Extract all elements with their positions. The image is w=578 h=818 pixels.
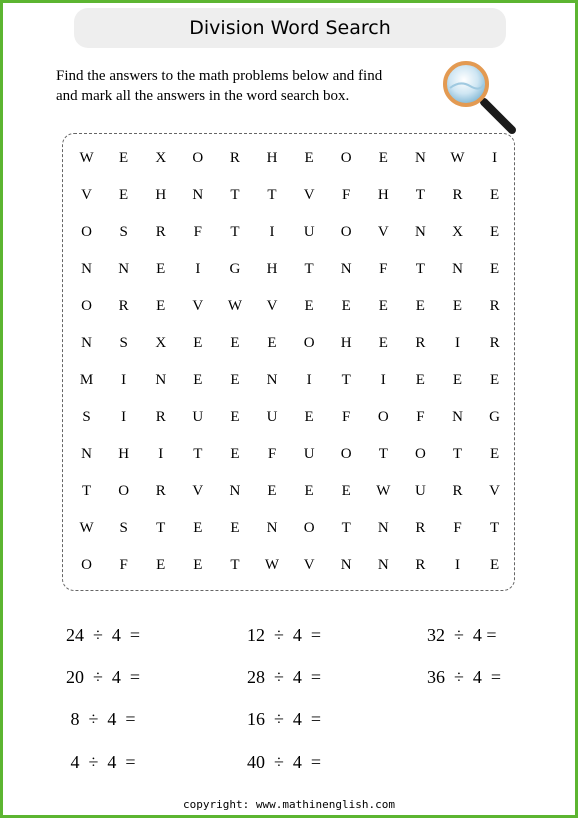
grid-cell[interactable]: U	[303, 446, 315, 462]
grid-cell[interactable]: N	[266, 372, 278, 388]
grid-cell[interactable]: O	[303, 520, 315, 536]
grid-cell[interactable]: E	[304, 150, 314, 166]
grid-cell[interactable]: E	[378, 335, 388, 351]
grid-cell[interactable]: E	[267, 335, 277, 351]
grid-cell[interactable]: W	[79, 150, 94, 166]
grid-cell[interactable]: O	[303, 335, 315, 351]
grid-cell[interactable]: E	[230, 446, 240, 462]
grid-cell[interactable]: W	[376, 483, 391, 499]
grid-cell[interactable]: F	[119, 557, 128, 573]
grid-cell[interactable]: R	[415, 557, 426, 573]
grid-cell[interactable]: N	[452, 409, 463, 425]
grid-cell[interactable]: N	[118, 261, 130, 277]
grid-cell[interactable]: V	[489, 483, 500, 499]
grid-cell[interactable]: H	[155, 187, 167, 203]
grid-cell[interactable]: F	[379, 261, 388, 277]
grid-cell[interactable]: T	[230, 187, 240, 203]
grid-cell[interactable]: R	[155, 409, 166, 425]
problem-7: 8 ÷ 4 =	[66, 709, 136, 729]
problem-1: 24 ÷ 4 =	[66, 625, 141, 645]
problem-10: 40 ÷ 4 =	[247, 752, 322, 772]
grid-cell[interactable]: T	[304, 261, 314, 277]
grid-cell[interactable]: M	[79, 372, 94, 388]
grid-cell[interactable]: T	[415, 261, 425, 277]
grid-cell[interactable]: F	[453, 520, 462, 536]
grid-cell[interactable]: U	[192, 409, 204, 425]
grid-cell[interactable]: E	[230, 520, 240, 536]
grid-cell[interactable]: F	[193, 224, 202, 240]
grid-cell[interactable]: U	[414, 483, 426, 499]
problem-3: 32 ÷ 4 =	[427, 625, 497, 645]
grid-cell[interactable]: N	[340, 557, 352, 573]
grid-cell[interactable]: H	[266, 261, 278, 277]
problem-4: 20 ÷ 4 =	[66, 667, 141, 687]
grid-cell[interactable]: V	[303, 557, 315, 573]
grid-cell[interactable]: E	[489, 261, 500, 277]
page-title-text: Division Word Search	[189, 17, 391, 39]
grid-cell[interactable]: E	[304, 483, 314, 499]
grid-cell[interactable]: T	[230, 557, 240, 573]
grid-cell[interactable]: W	[79, 520, 94, 536]
grid-cell[interactable]: S	[119, 224, 128, 240]
grid-cell[interactable]: U	[303, 224, 315, 240]
grid-cell[interactable]: R	[155, 224, 166, 240]
grid-cell[interactable]: E	[489, 557, 500, 573]
grid-cell[interactable]: E	[415, 298, 425, 314]
grid-cell[interactable]: T	[452, 446, 463, 462]
grid-cell[interactable]: W	[227, 298, 242, 314]
magnifying-glass-icon	[440, 60, 520, 136]
grid-cell[interactable]: I	[121, 372, 127, 388]
grid-cell[interactable]: R	[415, 335, 426, 351]
grid-cell[interactable]: N	[192, 187, 204, 203]
grid-cell[interactable]: V	[377, 224, 389, 240]
grid-cell[interactable]: O	[414, 446, 426, 462]
grid-cell[interactable]: E	[193, 520, 203, 536]
grid-cell[interactable]: N	[377, 520, 389, 536]
instructions	[56, 66, 436, 106]
grid-cell[interactable]: E	[193, 372, 203, 388]
grid-cell[interactable]: T	[156, 520, 166, 536]
grid-cell[interactable]: T	[341, 372, 351, 388]
grid-cell[interactable]: N	[81, 261, 92, 277]
grid-cell[interactable]: N	[81, 335, 92, 351]
grid-cell[interactable]: O	[118, 483, 130, 499]
grid-cell[interactable]: W	[264, 557, 280, 573]
grid-cell[interactable]: H	[266, 150, 278, 166]
grid-cell[interactable]: I	[158, 446, 164, 462]
grid-cell[interactable]: E	[452, 298, 463, 314]
grid-cell[interactable]: N	[414, 224, 426, 240]
grid-cell[interactable]: V	[192, 483, 204, 499]
grid-cell[interactable]: E	[156, 261, 166, 277]
grid-cell[interactable]: T	[489, 520, 500, 536]
problem-6: 36 ÷ 4 =	[427, 667, 502, 687]
grid-cell[interactable]: T	[341, 520, 351, 536]
grid-cell[interactable]: E	[119, 187, 129, 203]
grid-cell[interactable]: O	[192, 150, 204, 166]
grid-cell[interactable]: E	[415, 372, 425, 388]
grid-cell[interactable]: E	[193, 557, 203, 573]
grid-cell[interactable]: O	[81, 224, 92, 240]
grid-cell[interactable]: E	[489, 446, 500, 462]
grid-cell[interactable]: T	[230, 224, 240, 240]
grid-cell[interactable]: O	[340, 446, 352, 462]
grid-cell[interactable]: O	[81, 298, 92, 314]
instructions-line-1: Find the answers to the math problems below and find	[56, 68, 383, 84]
grid-cell[interactable]: E	[230, 335, 240, 351]
grid-cell[interactable]: R	[489, 298, 500, 314]
grid-cell[interactable]: R	[155, 483, 166, 499]
grid-cell[interactable]: F	[342, 409, 351, 425]
grid-cell[interactable]: R	[118, 298, 129, 314]
grid-cell[interactable]: O	[340, 224, 352, 240]
grid-cell[interactable]: E	[452, 372, 463, 388]
grid-cell[interactable]: H	[377, 187, 389, 203]
grid-cell[interactable]: X	[452, 224, 463, 240]
grid-cell[interactable]: W	[450, 150, 465, 166]
grid-cell[interactable]: I	[269, 224, 275, 240]
grid-cell[interactable]: E	[341, 483, 351, 499]
grid-cell[interactable]: S	[119, 335, 128, 351]
word-search-grid	[68, 140, 513, 584]
grid-cell[interactable]: N	[377, 557, 389, 573]
grid-cell[interactable]: V	[81, 187, 92, 203]
grid-cell[interactable]: E	[489, 372, 500, 388]
grid-cell[interactable]: O	[377, 409, 389, 425]
grid-cell[interactable]: E	[230, 409, 240, 425]
grid-cell[interactable]: E	[304, 409, 314, 425]
grid-cell[interactable]: T	[81, 483, 92, 499]
grid-cell[interactable]: X	[155, 335, 167, 351]
grid-cell[interactable]: T	[415, 187, 425, 203]
grid-cell[interactable]: N	[229, 483, 241, 499]
grid-cell[interactable]: N	[266, 520, 278, 536]
grid-cell[interactable]: I	[492, 150, 498, 166]
grid-cell[interactable]: I	[454, 557, 460, 573]
grid-cell[interactable]: H	[340, 335, 352, 351]
grid-cell[interactable]: I	[121, 409, 127, 425]
problem-9: 4 ÷ 4 =	[66, 752, 136, 772]
grid-cell[interactable]: E	[378, 298, 388, 314]
grid-cell[interactable]: T	[267, 187, 277, 203]
grid-cell[interactable]: R	[415, 520, 426, 536]
grid-cell[interactable]: T	[193, 446, 203, 462]
grid-cell[interactable]: R	[452, 187, 463, 203]
grid-cell[interactable]: E	[489, 224, 500, 240]
grid-cell[interactable]: I	[380, 372, 386, 388]
grid-cell[interactable]: R	[489, 335, 500, 351]
grid-cell[interactable]: I	[306, 372, 312, 388]
grid-cell[interactable]: E	[378, 150, 388, 166]
grid-cell[interactable]: R	[452, 483, 463, 499]
page-title	[74, 8, 506, 48]
grid-cell[interactable]: X	[155, 150, 167, 166]
grid-cell[interactable]: V	[266, 298, 278, 314]
footer-copyright: copyright: www.mathinenglish.com	[183, 798, 395, 811]
grid-cell[interactable]: I	[454, 335, 460, 351]
grid-cell[interactable]: E	[119, 150, 129, 166]
grid-cell[interactable]: E	[267, 483, 277, 499]
grid-cell[interactable]: O	[81, 557, 92, 573]
problem-5: 28 ÷ 4 =	[247, 667, 322, 687]
grid-cell[interactable]: E	[156, 298, 166, 314]
grid-cell[interactable]: H	[118, 446, 130, 462]
grid-cell[interactable]: F	[416, 409, 425, 425]
grid-cell[interactable]: N	[340, 261, 352, 277]
grid-cell[interactable]: S	[119, 520, 128, 536]
grid-cell[interactable]: E	[489, 187, 500, 203]
problem-2: 12 ÷ 4 =	[247, 625, 322, 645]
grid-cell[interactable]: N	[155, 372, 167, 388]
grid-cell[interactable]: G	[489, 409, 500, 425]
grid-cell[interactable]: T	[378, 446, 388, 462]
grid-cell[interactable]: U	[266, 409, 278, 425]
grid-cell[interactable]: E	[156, 557, 166, 573]
grid-cell[interactable]: V	[303, 187, 315, 203]
grid-cell[interactable]: E	[230, 372, 240, 388]
grid-cell[interactable]: E	[304, 298, 314, 314]
grid-cell[interactable]: G	[229, 261, 241, 277]
grid-cell[interactable]: E	[193, 335, 203, 351]
grid-cell[interactable]: O	[340, 150, 352, 166]
instructions-line-2: and mark all the answers in the word search box.	[56, 88, 350, 104]
grid-cell[interactable]: N	[414, 150, 426, 166]
grid-cell[interactable]: E	[341, 298, 351, 314]
problem-8: 16 ÷ 4 =	[247, 709, 322, 729]
grid-cell[interactable]: R	[229, 150, 240, 166]
grid-cell[interactable]: F	[267, 446, 277, 462]
grid-cell[interactable]: N	[81, 446, 92, 462]
grid-cell[interactable]: I	[195, 261, 201, 277]
grid-cell[interactable]: F	[342, 187, 351, 203]
grid-cell[interactable]: N	[452, 261, 463, 277]
grid-cell[interactable]: V	[192, 298, 204, 314]
grid-cell[interactable]: S	[82, 409, 91, 425]
